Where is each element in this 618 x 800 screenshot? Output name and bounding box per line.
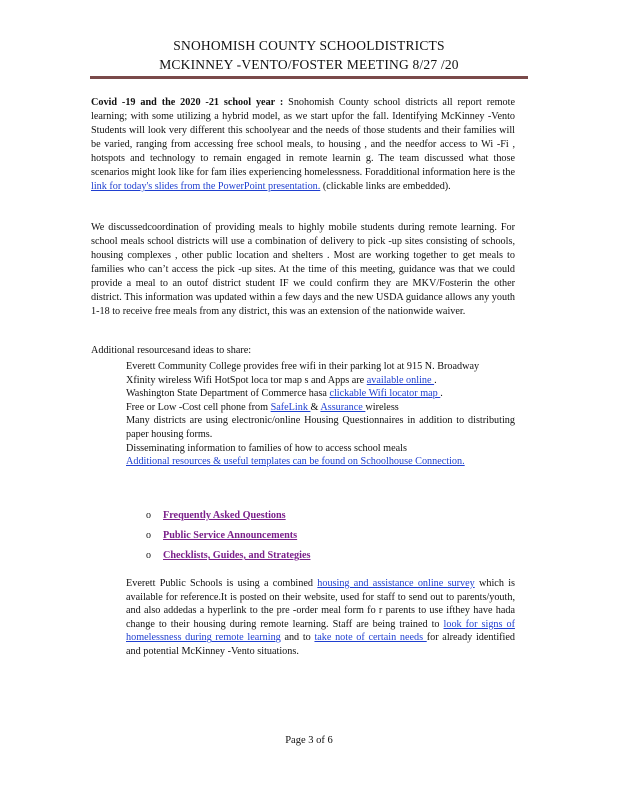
faq-link[interactable]: Frequently Asked Questions xyxy=(163,510,286,521)
document-title-line2: MCKINNEY -VENTO/FOSTER MEETING 8/27 /20 xyxy=(159,57,459,72)
list-item xyxy=(146,529,310,549)
circle-bullet-icon: o xyxy=(146,510,151,521)
page-number: Page 3 of 6 xyxy=(285,735,333,746)
everett-list xyxy=(108,577,515,659)
xfinity-link[interactable]: available online xyxy=(366,374,435,386)
assurance-link[interactable]: Assurance xyxy=(320,401,366,413)
circle-bullet-icon: o xyxy=(146,530,151,541)
paragraph-covid-school-year xyxy=(91,96,515,194)
certain-needs-link[interactable]: take note of certain needs xyxy=(314,632,427,644)
list-item: Many districts are using electronic/online Housing Questionnaires in addition to distributing paper housing forms. xyxy=(126,415,515,440)
list-item: Everett Public Schools is using a combined housing and assistance online survey which is available for reference.It is posted on their website, used for staff to send out to parents/youth, and also addedas a hyperlink to the pre -order meal form fo r parents to use ifthey have hada change to their housing during remote learning. Staff are being trained to look for signs of homelessness during remote learning and to take note of certain needs for already identified and potential McKinney -Vento situations. xyxy=(126,578,515,657)
wifi-map-link[interactable]: clickable Wifi locator map xyxy=(329,388,441,400)
document-title-line1: SNOHOMISH COUNTY SCHOOLDISTRICTS xyxy=(173,38,445,53)
list-item xyxy=(146,509,310,529)
list-item: Xfinity wireless Wifi HotSpot loca tor map s and Apps are available online . xyxy=(126,374,437,386)
psa-link[interactable]: Public Service Announcements xyxy=(163,530,298,541)
resources-list xyxy=(108,360,515,469)
housing-survey-link[interactable]: housing and assistance online survey xyxy=(317,578,475,589)
paragraph-meals-coordination: We discussedcoordination of providing meals to highly mobile students during remote learning. For school meals school districts will use a combination of delivery to pick -up sites consisting of schools, housing complexes , other public location and shelters . Most are working together to get meals to families who can’t access the pick -up sites. At the time of this meeting, guidance was that we could provide a meal to an outof district student IF we could confirm they are MKV/Fosterin the other district. This information was updated within a few days and the new USDA guidance allows any youth 1-18 to receive free meals from any district, this was an extension of the nationwide waiver. xyxy=(91,222,515,317)
paragraph-tail: (clickable links are embedded). xyxy=(320,181,451,192)
list-item: Washington State Department of Commerce hasa clickable Wifi locator map . xyxy=(126,388,443,400)
title-divider xyxy=(90,76,528,79)
list-item: Free or Low -Cost cell phone from SafeLink & Assurance wireless xyxy=(126,401,399,413)
schoolhouse-connection-link[interactable]: Additional resources & useful templates can be found on Schoolhouse Connection. xyxy=(126,456,465,468)
slides-link[interactable]: link for today's slides from the PowerPoint presentation. xyxy=(91,181,321,192)
circle-bullet-icon: o xyxy=(146,550,151,561)
schoolhouse-resources-list xyxy=(146,509,310,569)
list-item xyxy=(146,549,310,569)
checklists-link[interactable]: Checklists, Guides, and Strategies xyxy=(163,550,311,561)
paragraph-lead: Covid -19 and the 2020 -21 school year : xyxy=(91,97,284,108)
safelink-link[interactable]: SafeLink xyxy=(270,401,311,413)
signs-of-homelessness-link[interactable]: look for signs of homelessness during remote learning xyxy=(126,618,515,644)
resources-intro: Additional resourcesand ideas to share: xyxy=(91,345,252,356)
list-item: Disseminating information to families of how to access school meals xyxy=(126,442,407,454)
list-item xyxy=(108,455,515,469)
list-item: Everett Community College provides free wifi in their parking lot at 915 N. Broadway xyxy=(126,361,480,372)
paragraph-text: Snohomish County school districts all report remote learning; with some utilizing a hybrid model, as we start upfor the fall. Identifying McKinney -Vento Students will look very different this schoolyear and the needs of those students and their families will be varied, ranging from accessing free school meals, to housing , and the needfor access to Wi -Fi , hotspots and technology to remain engaged in remote learnin g. The team discussed what those scenarios might look like for fam ilies experiencing homelessness. Foradditional information here is the xyxy=(91,97,515,178)
